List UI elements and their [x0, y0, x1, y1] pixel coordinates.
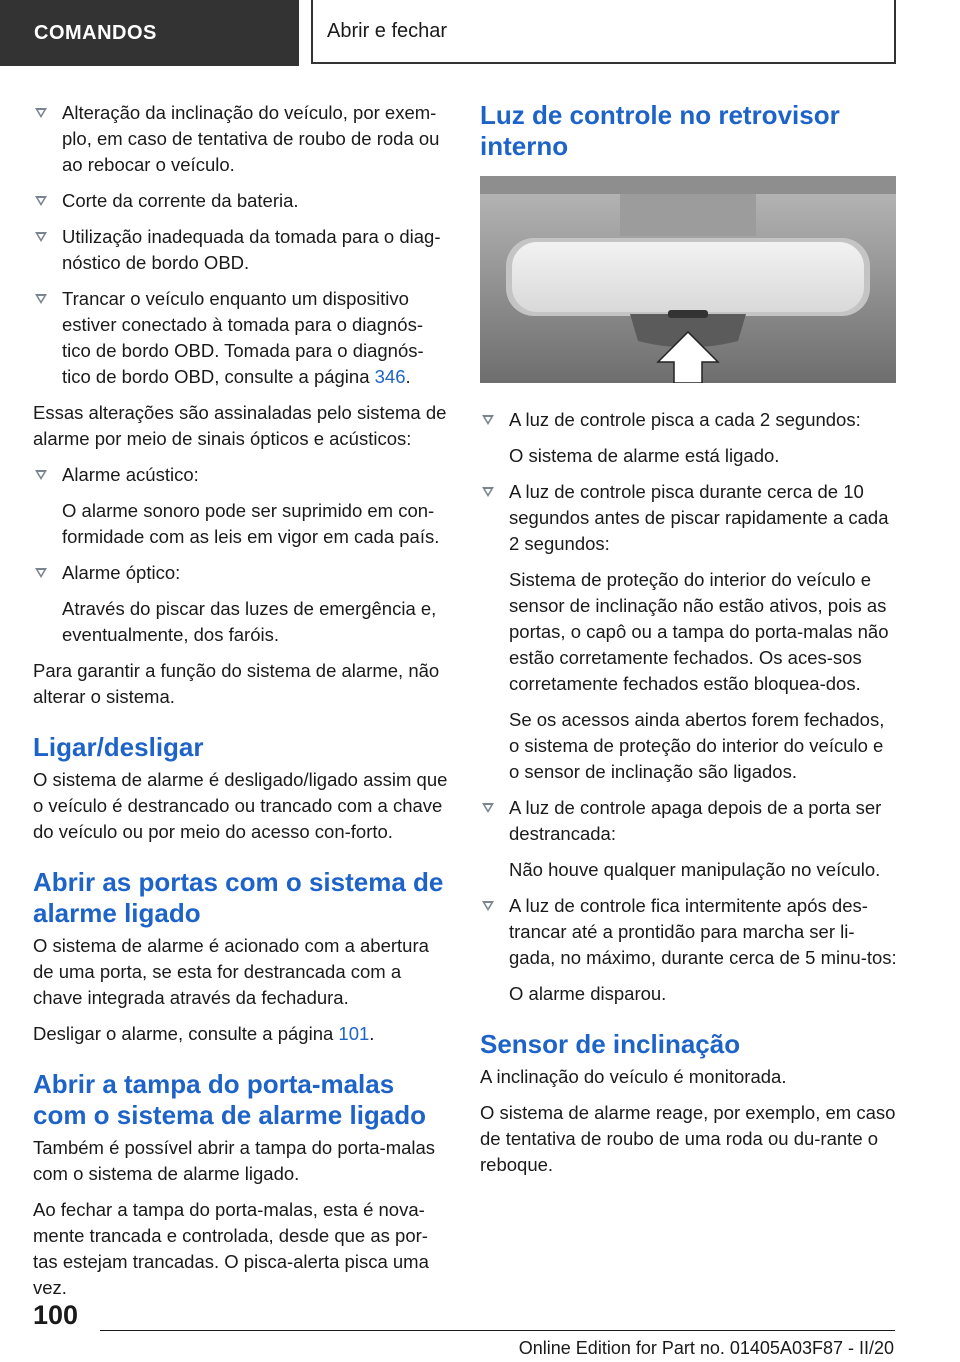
list-item — [33, 560, 448, 648]
list-item-text: Utilização inadequada da tomada para o diag-nóstico de bordo OBD. — [62, 226, 441, 273]
list-item-title: Alarme óptico: — [62, 562, 181, 583]
paragraph: Essas alterações são assinaladas pelo sistema de alarme por meio de sinais ópticos e acústicos: — [33, 402, 447, 449]
triangle-bullet-icon — [35, 568, 47, 578]
list-item-text: Através do piscar das luzes de emergência e, eventualmente, dos faróis. — [62, 598, 437, 645]
list-item-text: Corte da corrente da bateria. — [62, 190, 299, 211]
paragraph: Também é possível abrir a tampa do porta-malas com o sistema de alarme ligado. — [33, 1137, 436, 1184]
paragraph — [33, 1021, 448, 1047]
chapter-title: Abrir e fechar — [311, 0, 896, 64]
list-item-title: A luz de controle fica intermitente após des-trancar até a prontidão para marcha ser li-gada, no máximo, durante cerca de 5 minu-tos: — [509, 895, 897, 968]
list-item-text — [62, 286, 448, 390]
triangle-bullet-icon — [35, 108, 47, 118]
right-column — [480, 100, 898, 1188]
list-item — [33, 286, 448, 390]
list-item-text: Sistema de proteção do interior do veículo e sensor de inclinação não estão ativos, pois as portas, o capô ou a tampa do porta-malas não estão corretamente fechados. Os aces-sos corretamente fechados estão bloquea-dos. — [509, 569, 889, 694]
list-item-text: O alarme sonoro pode ser suprimido em con-formidade com as leis em vigor em cada país. — [62, 500, 440, 547]
triangle-bullet-icon — [35, 294, 47, 304]
paragraph: O sistema de alarme é desligado/ligado assim que o veículo é destrancado ou trancado com a chave do veículo ou por meio do acesso con-forto. — [33, 769, 448, 842]
list-item-text: O sistema de alarme está ligado. — [509, 445, 780, 466]
heading-doors: Abrir as portas com o sistema de alarme ligado — [33, 867, 444, 928]
page-link-101[interactable]: 101 — [338, 1023, 370, 1044]
list-item-text: Alteração da inclinação do veículo, por exem-plo, em caso de tentativa de roubo de roda ou ao rebocar o veículo. — [62, 102, 440, 175]
paragraph: Para garantir a função do sistema de alarme, não alterar o sistema. — [33, 660, 440, 707]
rearview-mirror-illustration — [480, 176, 896, 383]
edition-text: Online Edition for Part no. 01405A03F87 - II/20 — [518, 1338, 894, 1358]
punctuation: . — [369, 1023, 375, 1044]
triangle-bullet-icon — [482, 803, 494, 813]
list-item-title: A luz de controle apaga depois de a porta ser destrancada: — [509, 797, 882, 844]
page-header — [0, 0, 960, 66]
paragraph: O sistema de alarme é acionado com a abertura de uma porta, se esta for destrancada com a chave integrada através da fechadura. — [33, 935, 429, 1008]
list-item-title: A luz de controle pisca durante cerca de 10 segundos antes de piscar rapidamente a cada 2 segundos: — [509, 481, 889, 554]
footer-divider — [100, 1330, 895, 1331]
list-item — [480, 893, 898, 1007]
page-link-346[interactable]: 346 — [374, 366, 406, 387]
list-item-text: O alarme disparou. — [509, 983, 667, 1004]
list-item-text: Não houve qualquer manipulação no veículo. — [509, 859, 881, 880]
triangle-bullet-icon — [482, 487, 494, 497]
list-item-title: A luz de controle pisca a cada 2 segundos: — [509, 409, 861, 430]
section-label: COMANDOS — [0, 0, 299, 66]
list-item-title: Alarme acústico: — [62, 464, 199, 485]
page-number: 100 — [33, 1300, 79, 1330]
triangle-bullet-icon — [482, 901, 494, 911]
paragraph: Ao fechar a tampa do porta-malas, esta é nova-mente trancada e controlada, desde que as por-tas estejam trancadas. O pisca-alerta pisca uma vez. — [33, 1199, 429, 1298]
paragraph: A inclinação do veículo é monitorada. — [480, 1066, 787, 1087]
page-footer — [0, 1290, 960, 1362]
triangle-bullet-icon — [35, 196, 47, 206]
triangle-bullet-icon — [35, 232, 47, 242]
list-item — [33, 224, 448, 276]
heading-trunk: Abrir a tampa do porta-malas com o sistema de alarme ligado — [33, 1069, 427, 1130]
list-item — [480, 795, 898, 883]
paragraph-body: Desligar o alarme, consulte a página — [33, 1023, 339, 1044]
list-item — [33, 462, 448, 550]
triangle-bullet-icon — [482, 415, 494, 425]
list-item-text-body: Trancar o veículo enquanto um dispositivo estiver conectado à tomada para o diagnós-tico de bordo OBD. Tomada para o diagnós-tico de bordo OBD, consulte a página — [62, 288, 424, 387]
list-item — [33, 188, 448, 214]
punctuation: . — [405, 366, 411, 387]
paragraph: O sistema de alarme reage, por exemplo, em caso de tentativa de roubo de uma roda ou du-rante o reboque. — [480, 1102, 896, 1175]
heading-on-off: Ligar/desligar — [33, 732, 204, 762]
list-item-text: Se os acessos ainda abertos forem fechados, o sistema de proteção do interior do veículo e o sensor de inclinação são ligados. — [509, 709, 885, 782]
triangle-bullet-icon — [35, 470, 47, 480]
left-column — [33, 100, 448, 1311]
list-item — [33, 100, 448, 178]
heading-tilt-sensor: Sensor de inclinação — [480, 1029, 741, 1059]
heading-control-light: Luz de controle no retrovisor interno — [480, 100, 840, 161]
list-item — [480, 479, 898, 785]
list-item — [480, 407, 898, 469]
